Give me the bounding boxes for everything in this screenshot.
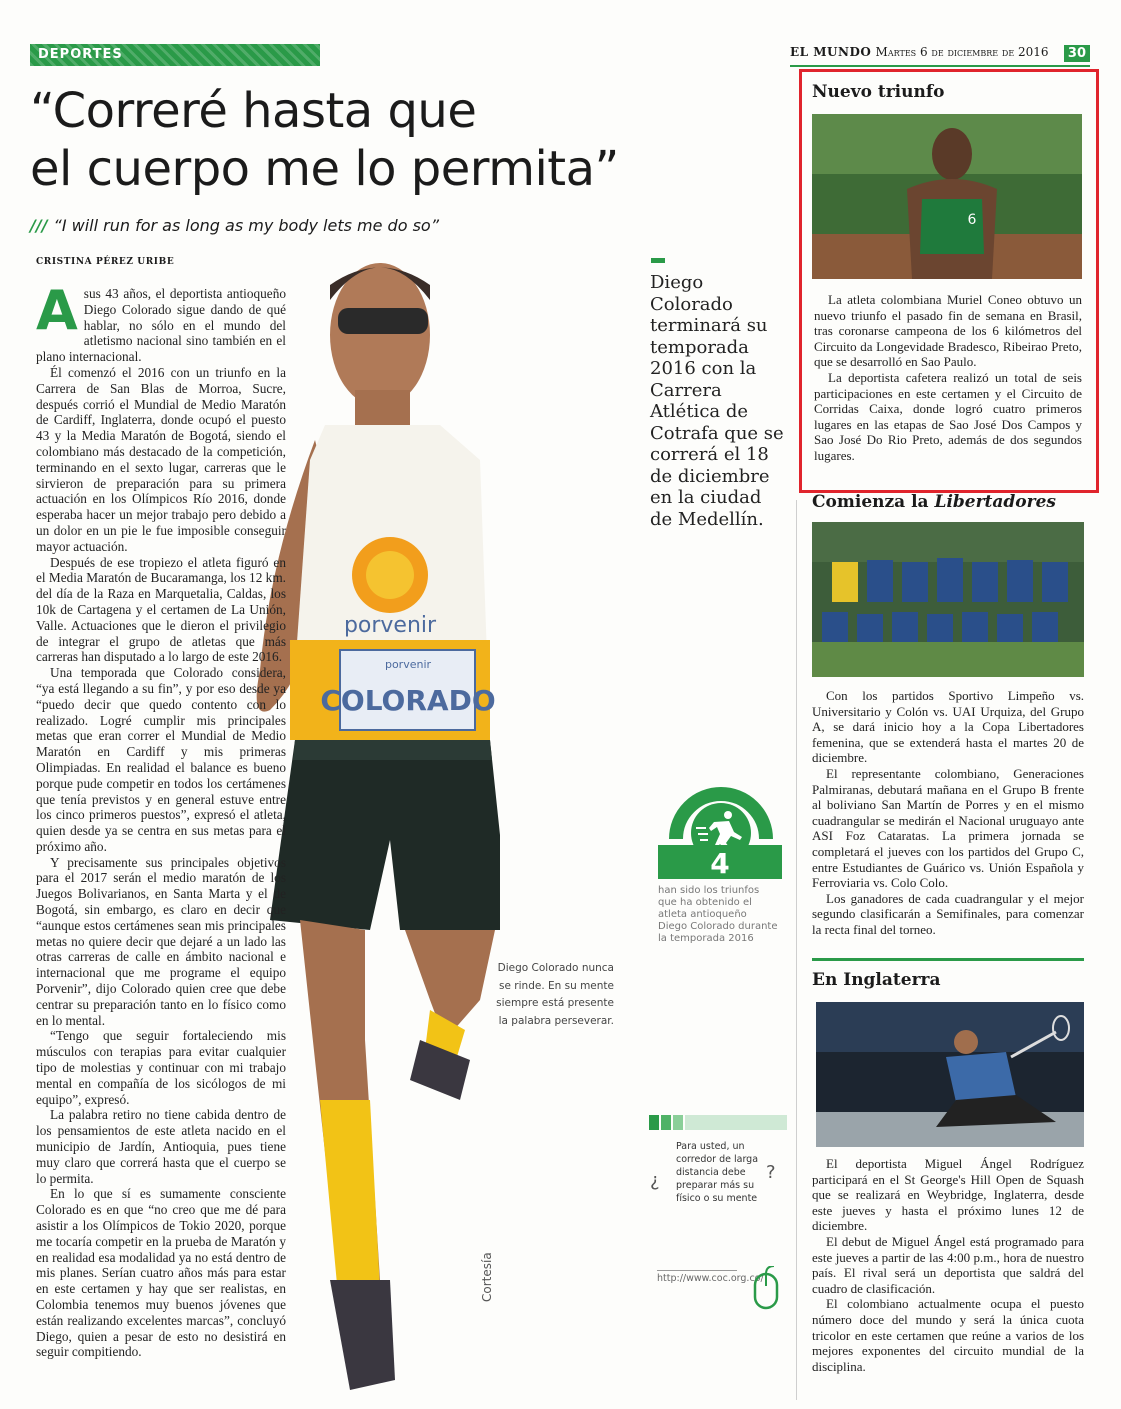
story-title: En Inglaterra: [812, 970, 941, 990]
dropcap: A: [36, 286, 78, 342]
question-text: Para usted, un corredor de larga distancia debe preparar más su físico o su mente: [676, 1141, 759, 1204]
bib-sponsor: porvenir: [384, 658, 432, 671]
jersey-brand: porvenir: [343, 613, 437, 638]
story-paragraph: El representante colombiano, Generaciones Palmiranas, debutará mañana en el Grupo B frente al boliviano San Martín de Porres y en el mismo cuadrangular se medirán el Nacional uruguayo ante ASI Foz Cataratas. La primera jornada se completará el jueves con los partidos del Grupo C, entre Estudiantes de Guárico vs. Unión Española y Ferroviaria vs. Colo Colo.: [812, 765, 1084, 891]
article-paragraph: Una temporada que Colorado considera, “ya está llegando a su fin”, y por eso desde ya “puedo decir que quedo contento con lo realizado. Logré cumplir mis principales metas que eran correr el Mundial de Medio Maratón en Cardiff y mis primeras Olimpiadas. En realidad el balance es bueno porque pude competir en todos los certámenes que tenía previstos y en general estuve entre los cinco primeros puestos”, expresó el atleta, quien desde ya se centra en sus metas para el próximo año.: [36, 665, 286, 854]
story-title: Comienza la Libertadores: [812, 492, 1056, 512]
athlete-bib-number: 6: [967, 212, 977, 228]
article-paragraph: Después de ese tropiezo el atleta figuró en el Media Maratón de Bucaramanga, los 12 km. del día de la Raza en Marquetalia, Caldas, los 10k de Cartagena y el certamen de La Unión, Valle. Actuaciones que le dieron el privilegio de integrar el grupo de atletas que más carreras han disputado a lo largo de este 2016.: [36, 554, 286, 665]
fact-caption: han sido los triunfos que ha obtenido el atleta antioqueño Diego Colorado durante la temporada 2016: [658, 885, 778, 944]
reference-url[interactable]: http://www.coc.org.co/: [657, 1270, 737, 1285]
story-paragraph: El deportista Miguel Ángel Rodríguez participará en el St George's Hill Open de Squash que se realizará en Weybridge, Inglaterra, desde este jueves y hasta el próximo lunes 12 de diciembre.: [812, 1156, 1084, 1234]
story-body: [812, 1156, 1084, 1374]
question-strip: [649, 1115, 787, 1130]
squash-photo: [816, 1002, 1084, 1147]
team-photo: [812, 522, 1084, 677]
article-paragraph: Asus 43 años, el deportista antioqueño Diego Colorado sigue dando de qué hablar, no sólo en el mundo del atletismo nacional sino también en el plano internacional.: [36, 286, 286, 365]
issue-date: Martes 6 de diciembre de 2016: [875, 45, 1049, 59]
fact-number: 4: [710, 847, 730, 879]
story-paragraph: La atleta colombiana Muriel Coneo obtuvo un nuevo triunfo el pasado fin de semana en Brasil, tras coronarse campeona de los 6 kilómetros del Circuito da Longevidade Bradesco, Ribeirao Preto, que se desarrolló en Sao Paulo.: [814, 292, 1082, 370]
story-paragraph: Con los partidos Sportivo Limpeño vs. Universitario y Colón vs. UAI Urquiza, del Grupo A, se dará inicio hoy a la Copa Libertadores femenina, que se extenderá hasta el martes 20 de diciembre.: [812, 688, 1084, 766]
fact-box: [654, 787, 786, 879]
subhead-text: “I will run for as long as my body lets me do so”: [53, 216, 439, 235]
sunglasses-icon: [338, 308, 428, 334]
pullquote: Diego Colorado terminará su temporada 2016 con la Carrera Atlética de Cotrafa que se correrá el 18 de diciembre en la ciudad de Medellín.: [650, 272, 784, 530]
question-close-mark: ?: [766, 1162, 776, 1183]
article-paragraph: Él comenzó el 2016 con un triunfo en la Carrera de San Blas de Morroa, Sucre, después corrió el Mundial de Medio Maratón de Cardiff, Inglaterra, donde ocupó el puesto 43 y la Media Maratón de Bogotá, siendo el colombiano más destacado de la competición, terminando en el sexto lugar, carreras que le sirvieron de preparación para su primera actuación en los Olímpicos Río 2016, donde esperaba hacer un mejor trabajo pero debido a un dolor en un pie le fue imposible conseguir mayor actuación.: [36, 364, 286, 554]
article-paragraph: En lo que sí es sumamente consciente Colorado es en que “no creo que me dé para asistir a los Olímpicos de Tokio 2020, porque me tocaría competir en la prueba de Maratón y en realidad esa modalidad ya no está dentro de mis planes. Serían cuatro años más para estar en este certamen y hay que ser realistas, en Colombia tenemos muy buenos jóvenes que están realizando excelentes marcas”, concluyó Diego, quien a pesar de esto no desistirá en seguir compitiendo.: [36, 1186, 286, 1360]
article-paragraph: “Tengo que seguir fortaleciendo mis músculos con terapias para evitar cualquier tipo de molestias y continuar con mi trabajo mental en compañía de los sicólogos de mi equipo”, expresó.: [36, 1028, 286, 1107]
newspaper-brand: EL MUNDO: [790, 45, 872, 59]
headline-line-2: el cuerpo me lo permita”: [30, 141, 619, 197]
masthead: [790, 45, 1090, 67]
byline: CRISTINA PÉREZ URIBE: [36, 257, 175, 267]
story-title-em: Libertadores: [934, 492, 1056, 512]
subhead: [30, 216, 590, 235]
subhead-marks: ///: [30, 216, 48, 235]
story-paragraph: El debut de Miguel Ángel está programado para este jueves a partir de las 4:00 p.m., hora de nuestro país. El rival será un deportista que saldrá del cuadro de clasificación.: [812, 1233, 1084, 1296]
headline: [30, 82, 770, 198]
photo-caption: Diego Colorado nunca se rinde. En su mente siempre está presente la palabra perseverar.: [496, 962, 614, 1027]
mouse-icon: [752, 1266, 780, 1310]
story-paragraph: El colombiano actualmente ocupa el puesto número doce del mundo y será la única cuota tricolor en este certamen que reúne a varios de los mejores exponentes del circuito mundial de la disciplina.: [812, 1296, 1084, 1374]
section-tag: DEPORTES: [30, 44, 320, 66]
page-number: 30: [1064, 45, 1090, 62]
story-body: [814, 292, 1082, 464]
bib-name: COLORADO: [320, 684, 496, 717]
story-title: Nuevo triunfo: [812, 82, 945, 102]
story-paragraph: Los ganadores de cada cuadrangular y el mejor segundo clasificarán a Semifinales, para comenzar la recta final del torneo.: [812, 890, 1084, 937]
pullquote-bar: [651, 258, 665, 263]
story-paragraph: La deportista cafetera realizó un total de seis participaciones en este certamen y el Circuito de Corridas Caixa, donde logró cuatro primeros lugares en las etapas de Sao José Dos Campos y Sao José Do Rio Preto, además de dos segundos lugares.: [814, 369, 1082, 463]
article-body: [36, 286, 286, 1396]
photo-credit: Cortesía: [480, 1252, 494, 1302]
story-body: [812, 688, 1084, 938]
column-divider: [796, 500, 797, 1400]
article-paragraph: La palabra retiro no tiene cabida dentro de los pensamientos de este atleta nacido en el municipio de Jardín, Antioquia, pues tiene muy claro que correrá hasta que el cuerpo se lo permita.: [36, 1107, 286, 1186]
article-paragraph: Y precisamente sus principales objetivos para el 2017 serán el medio maratón de los Juegos Bolivarianos, en Santa Marta y el de Bogotá, sin embargo, es claro en decir que “aunque estos certámenes sean mis principales metas no quiere decir que dejaré a un lado las otras carreras de calle en ámbito nacional e internacional que me programe el equipo Porvenir”, dijo Colorado quien cree que debe centrar su preparación tanto en lo físico como en lo mental.: [36, 854, 286, 1028]
divider: [812, 958, 1084, 961]
question-open-mark: ¿: [650, 1170, 660, 1191]
shoe-icon: [330, 1280, 395, 1390]
headline-line-1: “Correré hasta que: [30, 83, 477, 139]
athlete-photo: [812, 114, 1082, 279]
sidebar-story-nuevo-triunfo: [799, 69, 1099, 493]
